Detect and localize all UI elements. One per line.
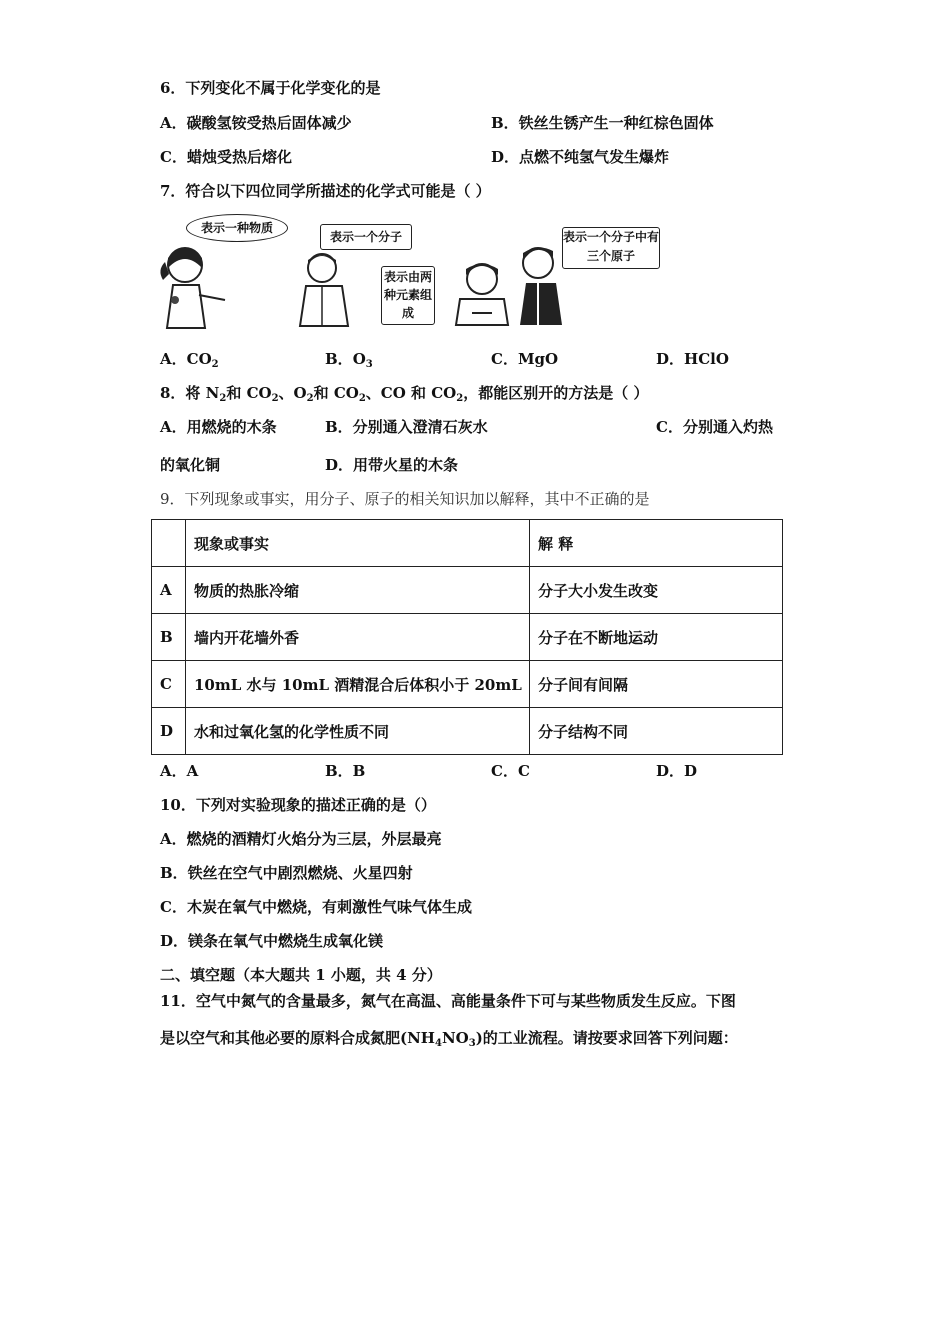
table-cell: 墙内开花墙外香: [186, 614, 530, 661]
table-header-cell: 现象或事实: [186, 520, 530, 567]
section-title: 二、填空题（本大题共 1 小题，共 4 分）: [160, 966, 442, 984]
table-cell: 物质的热胀冷缩: [186, 567, 530, 614]
table-cell: B: [152, 614, 186, 661]
q8-option-b: B．分别通入澄清石灰水: [325, 418, 488, 436]
q6-option-c: C．蜡烛受热后熔化: [160, 148, 292, 166]
speech-bubble-4: 表示一个分子中有三个原子: [562, 227, 660, 269]
table-row: [152, 708, 783, 755]
table-header-row: [152, 520, 783, 567]
q10-option-a: A．燃烧的酒精灯火焰分为三层，外层最亮: [160, 830, 442, 848]
q9-option-c: C．C: [491, 762, 530, 780]
q9-option-b: B．B: [325, 762, 366, 780]
table-cell: 分子在不断地运动: [530, 614, 783, 661]
student-boy-1-illustration: [292, 248, 362, 328]
q10-option-c: C．木炭在氧气中燃烧，有刺激性气味气体生成: [160, 898, 472, 916]
q8-option-c-cont: 的氧化铜: [160, 456, 221, 474]
table-cell: A: [152, 567, 186, 614]
speech-bubble-1: 表示一种物质: [186, 214, 288, 242]
q6-option-d: D．点燃不纯氢气发生爆炸: [491, 148, 670, 166]
table-row: [152, 614, 783, 661]
q9-option-d: D．D: [656, 762, 698, 780]
q7-option-a: A．$CO_2$: [160, 350, 219, 370]
table-cell: 水和过氧化氢的化学性质不同: [186, 708, 530, 755]
q8-option-c: C．分别通入灼热: [656, 418, 773, 436]
q9-stem: 9．下列现象或事实，用分子、原子的相关知识加以解释，其中不正确的是: [160, 490, 650, 508]
table-header-cell: 解 释: [530, 520, 783, 567]
q9-option-a: A．A: [160, 762, 199, 780]
table-cell: D: [152, 708, 186, 755]
q6-option-a: A．碳酸氢铵受热后固体减少: [160, 114, 352, 132]
table-cell: 分子结构不同: [530, 708, 783, 755]
q10-stem: 10．下列对实验现象的描述正确的是（）: [160, 796, 436, 814]
speech-bubble-3: 表示由两种元素组成: [381, 266, 435, 325]
q9-table: [151, 519, 783, 755]
q7-option-b: B．$O_3$: [325, 350, 373, 370]
q6-option-b: B．铁丝生锈产生一种红棕色固体: [491, 114, 714, 132]
q11-line-2: 是以空气和其他必要的原料合成氮肥$(NH_4NO_3)$的工业流程。请按要求回答下列问题：: [160, 1029, 738, 1049]
q10-option-b: B．铁丝在空气中剧烈燃烧、火星四射: [160, 864, 413, 882]
q10-option-d: D．镁条在氧气中燃烧生成氧化镁: [160, 932, 384, 950]
q7-option-d: D．HClO: [656, 350, 729, 368]
table-cell: 分子间有间隔: [530, 661, 783, 708]
q7-option-c: C．MgO: [491, 350, 559, 368]
student-boy-3-illustration: [512, 241, 572, 327]
speech-bubble-2: 表示一个分子: [320, 224, 412, 250]
table-row: [152, 661, 783, 708]
table-header-cell: [152, 520, 186, 567]
student-girl-illustration: [155, 240, 235, 330]
student-boy-2-illustration: [448, 257, 518, 327]
table-cell: 分子大小发生改变: [530, 567, 783, 614]
q11-line-1: 11．空气中氮气的含量最多，氮气在高温、高能量条件下可与某些物质发生反应。下图: [160, 992, 736, 1010]
table-cell: C: [152, 661, 186, 708]
q6-stem: 6．下列变化不属于化学变化的是: [160, 79, 381, 97]
table-row: [152, 567, 783, 614]
q7-stem: 7．符合以下四位同学所描述的化学式可能是（ ）: [160, 182, 491, 200]
table-cell: 10mL 水与 10mL 酒精混合后体积小于 20mL: [186, 661, 530, 708]
q8-option-d: D．用带火星的木条: [325, 456, 459, 474]
q8-stem: 8．将 $N_2$和 $CO_2$、$O_2$和 $CO_2$、CO 和 $CO_2$，都能区别开的方法是（ ）: [160, 384, 649, 404]
q8-option-a: A．用燃烧的木条: [160, 418, 277, 436]
